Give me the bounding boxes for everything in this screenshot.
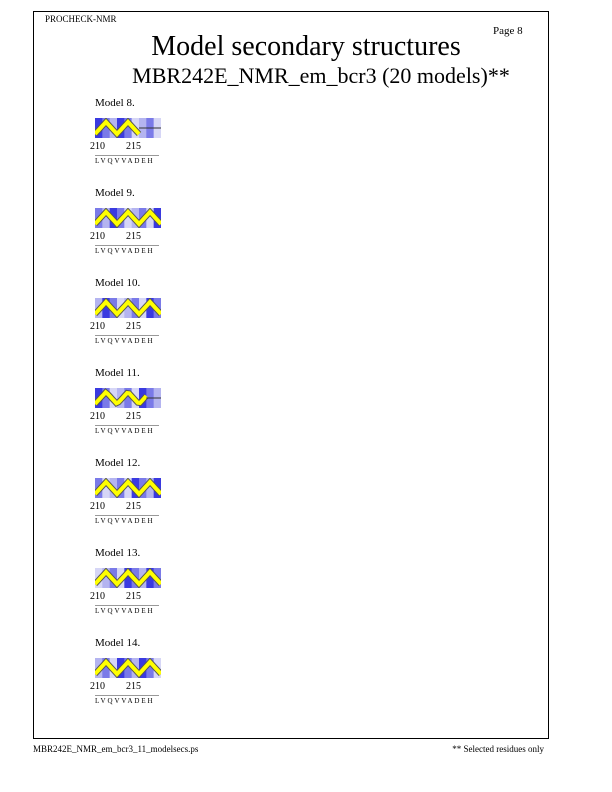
model-block: [90, 97, 200, 177]
model-label: Model 9.: [95, 187, 135, 199]
sequence-rule: [95, 335, 159, 336]
model-block: [90, 367, 200, 447]
residue-sequence: LVQVVADEH: [95, 427, 155, 435]
residue-number-mid: 215: [126, 411, 141, 422]
sequence-rule: [95, 425, 159, 426]
footer-note: ** Selected residues only: [452, 744, 544, 754]
model-label: Model 14.: [95, 637, 141, 649]
residue-sequence: LVQVVADEH: [95, 247, 155, 255]
residue-number-start: 210: [90, 501, 105, 512]
model-block: [90, 547, 200, 627]
model-label: Model 13.: [95, 547, 141, 559]
residue-number-mid: 215: [126, 231, 141, 242]
model-block: [90, 457, 200, 537]
residue-number-mid: 215: [126, 681, 141, 692]
residue-number-start: 210: [90, 321, 105, 332]
model-label: Model 8.: [95, 97, 135, 109]
sequence-rule: [95, 515, 159, 516]
page-subtitle: [0, 62, 612, 90]
residue-number-start: 210: [90, 591, 105, 602]
secondary-structure-strip: [95, 208, 161, 228]
sequence-rule: [95, 695, 159, 696]
model-label: Model 12.: [95, 457, 141, 469]
sequence-rule: [95, 245, 159, 246]
residue-number-start: 210: [90, 411, 105, 422]
residue-number-start: 210: [90, 681, 105, 692]
secondary-structure-strip: [95, 568, 161, 588]
secondary-structure-strip: [95, 658, 161, 678]
page-title: Model secondary structures: [151, 31, 461, 62]
residue-sequence: LVQVVADEH: [95, 607, 155, 615]
residue-number-start: 210: [90, 141, 105, 152]
secondary-structure-strip: [95, 118, 161, 138]
residue-sequence: LVQVVADEH: [95, 337, 155, 345]
secondary-structure-strip: [95, 478, 161, 498]
subtitle-text: MBR242E_NMR_em_bcr3 (20 models)**: [132, 63, 510, 88]
page-number: Page 8: [493, 25, 523, 37]
residue-number-start: 210: [90, 231, 105, 242]
model-block: [90, 277, 200, 357]
footer-filename: MBR242E_NMR_em_bcr3_11_modelsecs.ps: [33, 744, 199, 754]
sequence-rule: [95, 605, 159, 606]
residue-sequence: LVQVVADEH: [95, 157, 155, 165]
model-label: Model 11.: [95, 367, 140, 379]
sequence-rule: [95, 155, 159, 156]
residue-sequence: LVQVVADEH: [95, 697, 155, 705]
residue-number-mid: 215: [126, 321, 141, 332]
residue-number-mid: 215: [126, 141, 141, 152]
secondary-structure-strip: [95, 388, 161, 408]
residue-number-mid: 215: [126, 591, 141, 602]
residue-number-mid: 215: [126, 501, 141, 512]
secondary-structure-strip: [95, 298, 161, 318]
residue-sequence: LVQVVADEH: [95, 517, 155, 525]
model-block: [90, 187, 200, 267]
model-block: [90, 637, 200, 717]
program-name: PROCHECK-NMR: [45, 14, 117, 24]
model-label: Model 10.: [95, 277, 141, 289]
